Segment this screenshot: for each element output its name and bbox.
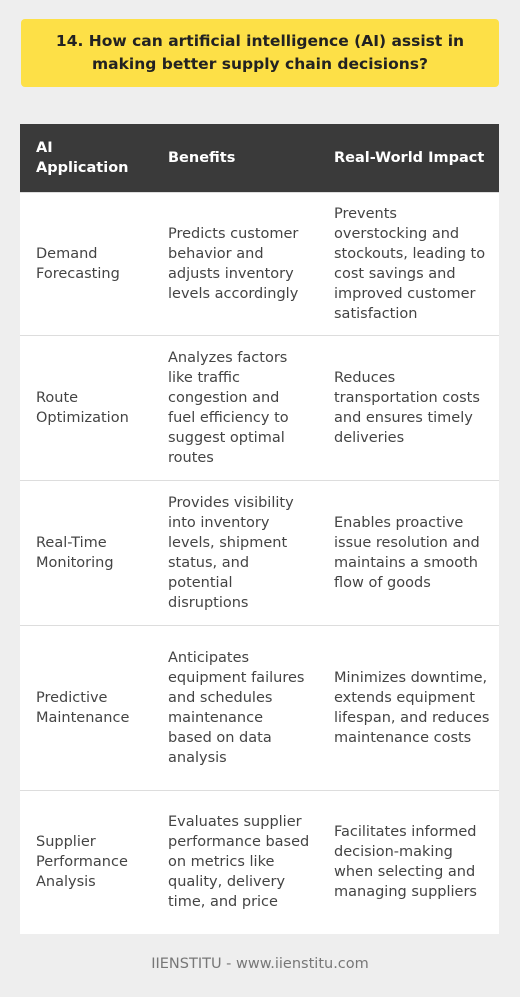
header-benefits: Benefits: [152, 124, 318, 192]
cell-benefits: Anticipates equipment failures and schedules maintenance based on data analysis: [152, 625, 318, 790]
title-banner: [21, 19, 499, 87]
cell-ai-application: Predictive Maintenance: [20, 625, 152, 790]
cell-impact: Enables proactive issue resolution and maintains a smooth flow of goods: [318, 480, 499, 625]
cell-impact: Prevents overstocking and stockouts, leading to cost savings and improved customer satisfaction: [318, 192, 499, 335]
table-row: [20, 480, 499, 625]
cell-benefits: Evaluates supplier performance based on metrics like quality, delivery time, and price: [152, 790, 318, 934]
cell-ai-application: Route Optimization: [20, 335, 152, 480]
table-row: [20, 192, 499, 335]
header-ai-application: AI Application: [20, 124, 152, 192]
ai-applications-table: [20, 124, 499, 934]
cell-ai-application: Supplier Performance Analysis: [20, 790, 152, 934]
cell-benefits: Analyzes factors like traffic congestion and fuel efficiency to suggest optimal routes: [152, 335, 318, 480]
table-row: [20, 335, 499, 480]
cell-benefits: Provides visibility into inventory levels, shipment status, and potential disruptions: [152, 480, 318, 625]
cell-ai-application: Real-Time Monitoring: [20, 480, 152, 625]
header-real-world-impact: Real-World Impact: [318, 124, 499, 192]
cell-benefits: Predicts customer behavior and adjusts inventory levels accordingly: [152, 192, 318, 335]
page-title: 14. How can artificial intelligence (AI) assist in making better supply chain decisions?: [55, 32, 465, 73]
cell-impact: Facilitates informed decision-making when selecting and managing suppliers: [318, 790, 499, 934]
table-row: [20, 625, 499, 790]
cell-ai-application: Demand Forecasting: [20, 192, 152, 335]
cell-impact: Reduces transportation costs and ensures timely deliveries: [318, 335, 499, 480]
table-row: [20, 790, 499, 934]
cell-impact: Minimizes downtime, extends equipment lifespan, and reduces maintenance costs: [318, 625, 499, 790]
footer-credit: IIENSTITU - www.iienstitu.com: [151, 956, 369, 972]
table-header-row: [20, 124, 499, 192]
